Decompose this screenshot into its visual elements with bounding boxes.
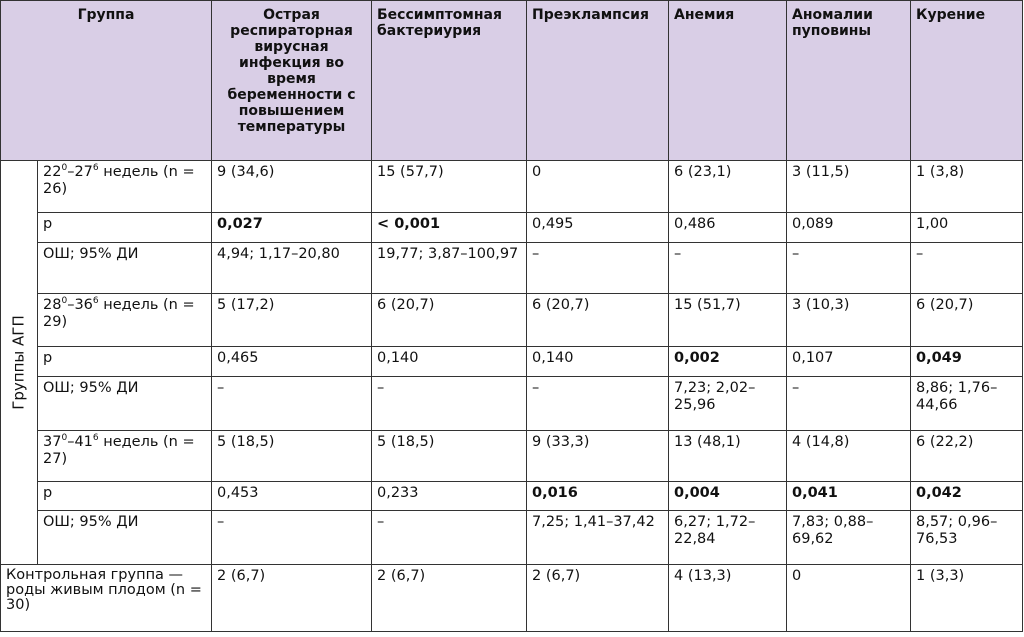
control-label: Контрольная группа — роды живым плодом (n = 30) [1,564,212,631]
p-cell: 1,00 [911,212,1023,242]
p-cell: 0,140 [527,346,669,376]
or-cell: 7,25; 1,41–37,42 [527,511,669,565]
count-cell: 4 (14,8) [787,430,911,481]
p-cell: 0,233 [372,481,527,510]
p-cell: 0,004 [669,481,787,510]
count-cell: 2 (6,7) [527,564,669,631]
or-cell: – [527,377,669,431]
group-label: $37^0-41^6$ недель (n = 27) [38,430,212,481]
or-cell: 7,23; 2,02–25,96 [669,377,787,431]
table-row [1,346,1023,376]
or-cell: – [911,243,1023,294]
p-cell: 0,486 [669,212,787,242]
or-label: ОШ; 95% ДИ [38,243,212,294]
or-label: ОШ; 95% ДИ [38,511,212,565]
header-preeclampsia: Преэклампсия [527,1,669,161]
p-cell: 0,041 [787,481,911,510]
table-row [1,212,1023,242]
p-label: p [38,481,212,510]
or-cell: – [787,243,911,294]
or-cell: – [787,377,911,431]
count-cell: 3 (11,5) [787,161,911,213]
count-cell: 15 (57,7) [372,161,527,213]
or-label: ОШ; 95% ДИ [38,377,212,431]
count-cell: 6 (22,2) [911,430,1023,481]
p-label: p [38,346,212,376]
header-ari: Острая респираторная вирусная инфекция во время беременности с повышением температуры [212,1,372,161]
or-cell: 8,57; 0,96–76,53 [911,511,1023,565]
table-row [1,293,1023,346]
count-cell: 6 (20,7) [911,293,1023,346]
count-cell: 2 (6,7) [372,564,527,631]
p-cell: < 0,001 [372,212,527,242]
header-bacteriuria: Бессимптомная бактериурия [372,1,527,161]
group-label: $22^0-27^6$ недель (n = 26) [38,161,212,213]
table-row [1,243,1023,294]
or-cell: – [212,377,372,431]
or-cell: – [372,377,527,431]
side-label-cell [1,161,38,565]
count-cell: 9 (33,3) [527,430,669,481]
p-cell: 0,465 [212,346,372,376]
count-cell: 0 [527,161,669,213]
or-cell: – [527,243,669,294]
count-cell: 5 (18,5) [212,430,372,481]
count-cell: 15 (51,7) [669,293,787,346]
or-cell: 6,27; 1,72–22,84 [669,511,787,565]
p-cell: 0,002 [669,346,787,376]
header-group: Группа [1,1,212,161]
table-row [1,511,1023,565]
count-cell: 6 (20,7) [527,293,669,346]
or-cell: 7,83; 0,88–69,62 [787,511,911,565]
count-cell: 0 [787,564,911,631]
p-cell: 0,049 [911,346,1023,376]
or-cell: – [372,511,527,565]
or-cell: – [669,243,787,294]
or-cell: 19,77; 3,87–100,97 [372,243,527,294]
count-cell: 6 (23,1) [669,161,787,213]
table-row [1,430,1023,481]
count-cell: 9 (34,6) [212,161,372,213]
count-cell: 6 (20,7) [372,293,527,346]
count-cell: 1 (3,3) [911,564,1023,631]
header-row [1,1,1023,161]
count-cell: 5 (18,5) [372,430,527,481]
p-label: p [38,212,212,242]
count-cell: 4 (13,3) [669,564,787,631]
p-cell: 0,042 [911,481,1023,510]
p-cell: 0,089 [787,212,911,242]
table-row [1,564,1023,631]
table-row [1,377,1023,431]
count-cell: 13 (48,1) [669,430,787,481]
p-cell: 0,107 [787,346,911,376]
table-row [1,161,1023,213]
side-label: Группы АГП [9,315,28,410]
count-cell: 1 (3,8) [911,161,1023,213]
p-cell: 0,016 [527,481,669,510]
p-cell: 0,495 [527,212,669,242]
group-label: $28^0-36^6$ недель (n = 29) [38,293,212,346]
header-smoking: Курение [911,1,1023,161]
header-cord-anomalies: Аномалии пуповины [787,1,911,161]
p-cell: 0,027 [212,212,372,242]
count-cell: 2 (6,7) [212,564,372,631]
or-cell: 8,86; 1,76–44,66 [911,377,1023,431]
table-row [1,481,1023,510]
count-cell: 3 (10,3) [787,293,911,346]
p-cell: 0,453 [212,481,372,510]
or-cell: – [212,511,372,565]
or-cell: 4,94; 1,17–20,80 [212,243,372,294]
header-anemia: Анемия [669,1,787,161]
count-cell: 5 (17,2) [212,293,372,346]
p-cell: 0,140 [372,346,527,376]
